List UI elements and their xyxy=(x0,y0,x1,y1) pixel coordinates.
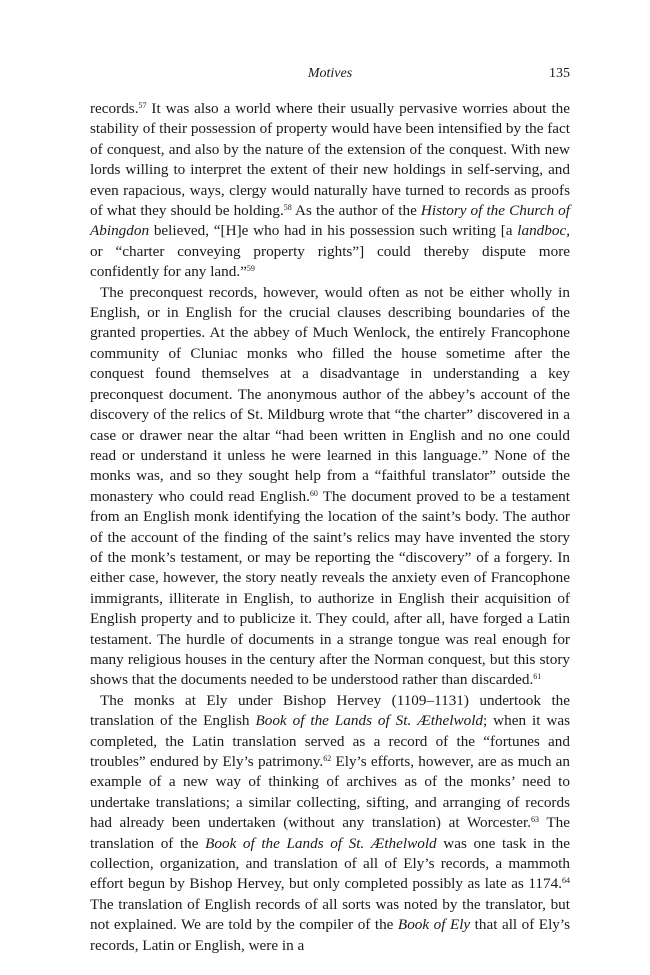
italic-title: Book of the Lands of St. Æthelwold xyxy=(205,834,437,852)
paragraph xyxy=(90,99,570,283)
text-run: Ely’s efforts, however, are as much an example of a new way of thinking of archives as of the monks’ need to undertake translations; a similar collecting, sifting, and arranging of records had already been undertaken (without any translation) at Worcester. xyxy=(90,753,571,832)
text-run: believed, “[H]e who had in his possession such writing [a xyxy=(149,222,518,240)
footnote-ref: 61 xyxy=(533,672,542,682)
running-title: Motives xyxy=(307,66,353,81)
paragraph xyxy=(90,283,570,691)
body-text xyxy=(90,99,570,956)
footnote-ref: 58 xyxy=(283,203,292,213)
text-run: that all of Ely’s records, Latin or English, were in a xyxy=(90,916,571,954)
text-run: was one task in the collection, organization, and translation of all of Ely’s records, a mammoth effort begun by Bishop Hervey, but only completed possibly as late as 1174. xyxy=(90,834,570,893)
text-run: The document proved to be a testament from an English monk identifying the location of the saint’s body. The author of the account of the finding of the saint’s relics may have invented the story of the monk’s testament, or may be reporting the “discovery” of a forgery. In either case, however, the story neatly reveals the anxiety even of Francophone immigrants, illiterate in English, to authorize in English their acquisition of English property and to publicize it. They could, after all, have forged a Latin testament. The hurdle of documents in a strange tongue was real enough for many religious houses in the century after the Norman conquest, but this story shows that the documents needed to be understood rather than discarded. xyxy=(90,487,570,689)
page-number: 135 xyxy=(549,66,570,81)
footnote-ref: 63 xyxy=(531,815,540,825)
italic-title: Book of Ely xyxy=(397,916,471,934)
text-run: It was also a world where their usually pervasive worries about the stability of their possession of property would have been intensified by the fact of conquest, and also by the nature of the extension of the conquest. With new lords willing to interpret the extent of their new holdings in self-serving, and even rapacious, ways, clergy would naturally have turned to records as proofs of what they should be holding. xyxy=(90,100,570,220)
footnote-ref: 64 xyxy=(562,876,570,886)
text-run: The translation of the xyxy=(90,814,570,852)
running-head xyxy=(90,66,570,86)
text-run: , or “charter conveying property rights”] could thereby dispute more confidently for any land.” xyxy=(90,222,570,281)
paragraph xyxy=(90,691,570,956)
text-run: ; when it was completed, the Latin translation served as a record of the “fortunes and troubles” endured by Ely’s patrimony. xyxy=(90,712,570,770)
text-run: The translation of English records of all sorts was noted by the translator, but not explained. We are told by the compiler of the xyxy=(90,895,570,934)
footnote-ref: 62 xyxy=(323,754,332,763)
italic-title: landboc xyxy=(517,222,567,240)
text-run: The monks at Ely under Bishop Hervey (1109–1131) undertook the translation of the English xyxy=(90,691,570,730)
footnote-ref: 60 xyxy=(309,488,318,498)
italic-title: Book of the Lands of St. Æthelwold xyxy=(255,712,484,730)
text-run: The preconquest records, however, would often as not be either wholly in English, or in English for the crucial clauses describing boundaries of the granted properties. At the abbey of Much Wenlock, the entirely Francophone community of Cluniac monks who filled the house sometime after the conquest found themselves at a disadvantage in understanding a key preconquest document. The anonymous author of the abbey’s account of the discovery of the relics of St. Mildburg wrote that “the charter” discovered in a case or drawer near the altar “had been written in English and no one could read or understand it unless he were learned in this language.” None of the monks was, and so they sought help from a “faithful translator” outside the monastery who could read English. xyxy=(90,283,570,505)
italic-title: History of the Church of Abingdon xyxy=(90,202,570,240)
footnote-ref: 59 xyxy=(246,264,255,274)
text-run: records. xyxy=(90,100,139,117)
text-run: As the author of the xyxy=(291,202,421,220)
footnote-ref: 57 xyxy=(138,101,147,110)
